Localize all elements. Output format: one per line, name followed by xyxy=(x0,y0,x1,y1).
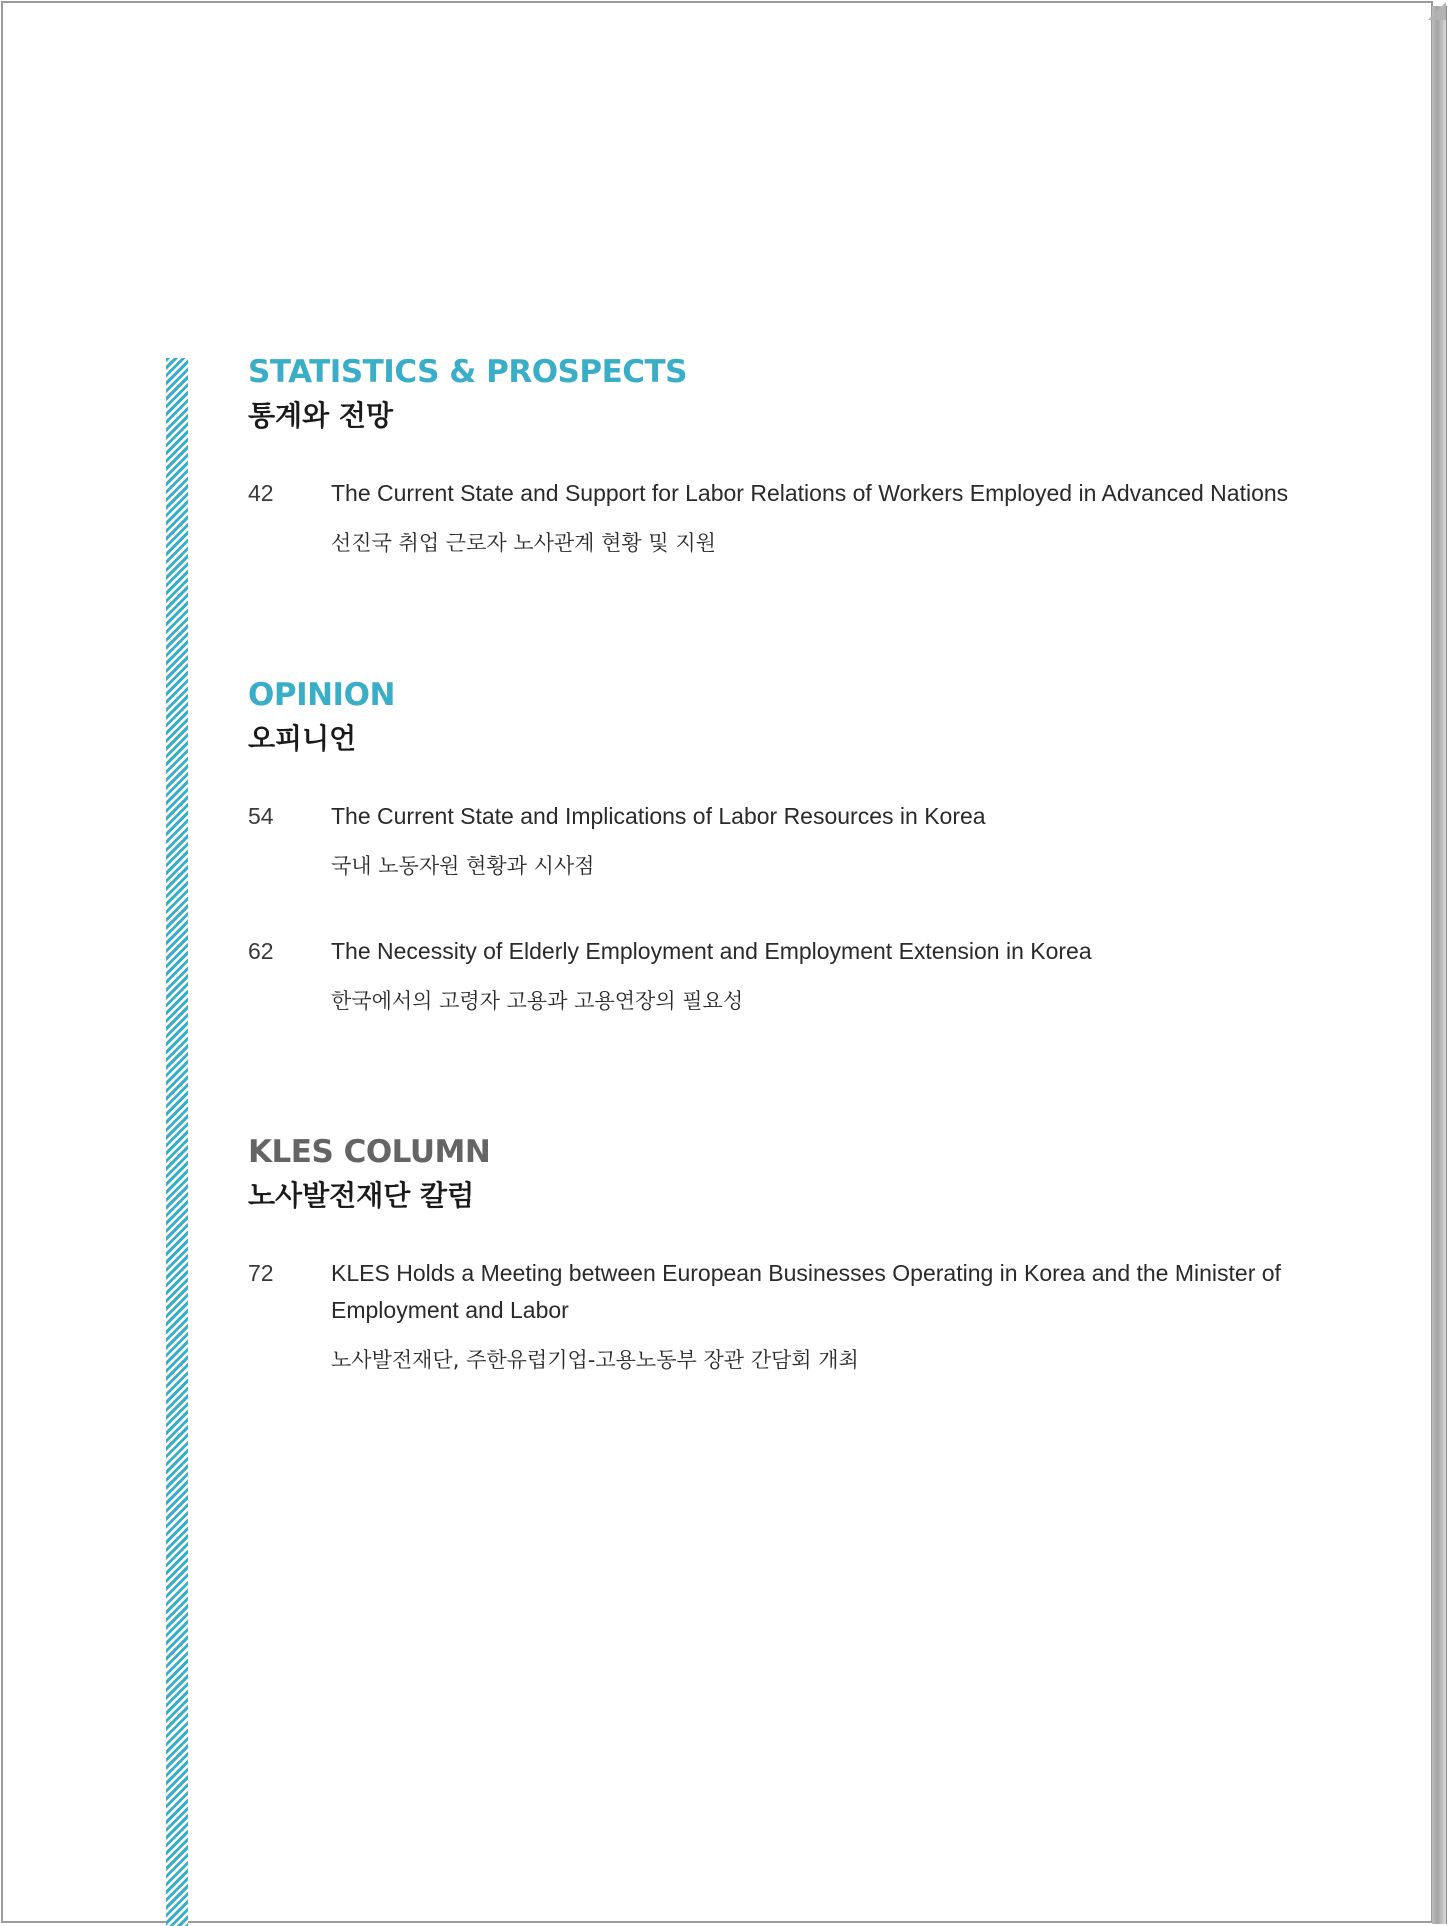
page-number: 72 xyxy=(248,1260,274,1286)
page-fold-corner xyxy=(1428,2,1446,20)
page-number: 54 xyxy=(248,803,274,829)
page-number: 42 xyxy=(248,480,274,506)
entry-title-en[interactable]: The Current State and Implications of Labor Resources in Korea xyxy=(331,803,986,829)
entry-title-ko: 국내 노동자원 현황과 시사점 xyxy=(331,854,595,878)
section-kles-column xyxy=(248,1134,1348,1214)
entry-title-en[interactable]: The Current State and Support for Labor Relations of Workers Employed in Advanced Nations xyxy=(331,480,1289,506)
entry-title-ko: 선진국 취업 근로자 노사관계 현황 및 지원 xyxy=(331,531,716,555)
entry-title-en[interactable]: KLES Holds a Meeting between European Businesses Operating in Korea and the Minister of Employment and Labor xyxy=(331,1260,1281,1323)
entry-title-ko: 한국에서의 고령자 고용과 고용연장의 필요성 xyxy=(331,989,744,1013)
document-page xyxy=(1,1,1433,1923)
page-stack-edge xyxy=(1432,6,1447,1924)
section-title-ko: 오피니언 xyxy=(248,722,357,755)
section-statistics-prospects xyxy=(248,354,1348,434)
section-title-en: STATISTICS & PROSPECTS xyxy=(248,354,687,390)
section-title-en: OPINION xyxy=(248,677,395,713)
page-number: 62 xyxy=(248,938,274,964)
section-opinion xyxy=(248,677,1348,757)
entry-title-en[interactable]: The Necessity of Elderly Employment and Employment Extension in Korea xyxy=(331,938,1092,964)
decorative-stripe xyxy=(166,358,188,1926)
section-title-ko: 노사발전재단 칼럼 xyxy=(248,1179,475,1212)
entry-title-ko: 노사발전재단, 주한유럽기업-고용노동부 장관 간담회 개최 xyxy=(331,1348,859,1372)
section-title-ko: 통계와 전망 xyxy=(248,399,393,432)
section-title-en: KLES COLUMN xyxy=(248,1134,491,1170)
